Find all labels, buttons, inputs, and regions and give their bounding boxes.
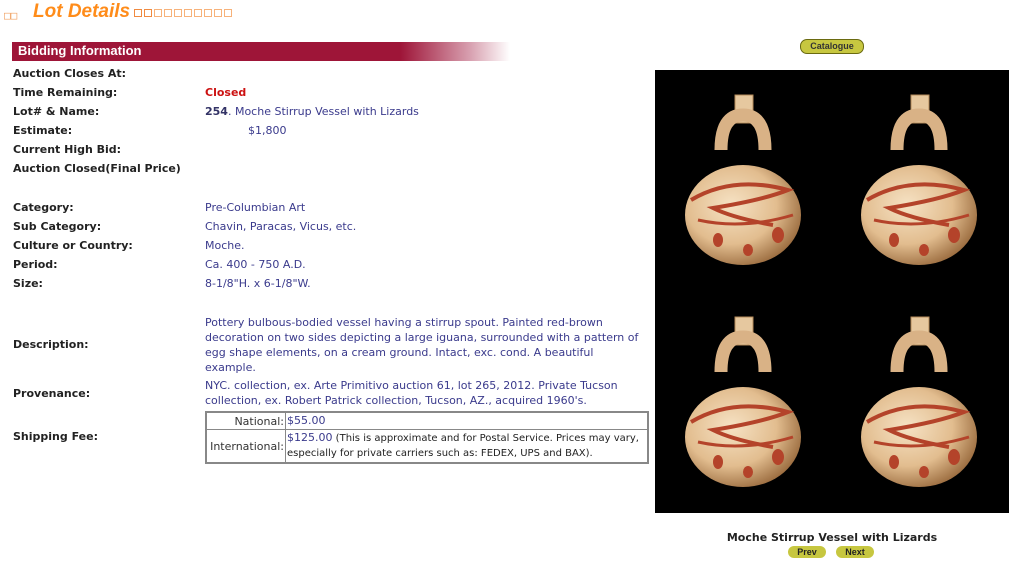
category-label: Category: <box>13 201 74 214</box>
shipping-table <box>205 411 649 464</box>
culture-label: Culture or Country: <box>13 239 133 252</box>
provenance-label: Provenance: <box>13 387 91 400</box>
time-remaining-label: Time Remaining: <box>13 86 118 99</box>
international-value: $125.00 <box>287 431 333 444</box>
international-cell <box>286 430 649 464</box>
current-high-bid-label: Current High Bid: <box>13 143 122 156</box>
lot-name: . Moche Stirrup Vessel with Lizards <box>227 105 419 118</box>
description-label: Description: <box>13 338 89 351</box>
size-label: Size: <box>13 277 43 290</box>
lot-photo[interactable] <box>655 70 1009 513</box>
size-value: 8-1/8"H. x 6-1/8"W. <box>205 277 311 290</box>
header-marks: □□ <box>4 9 18 22</box>
catalogue-button[interactable]: Catalogue <box>800 39 864 54</box>
national-value: $55.00 <box>286 412 649 430</box>
subcategory-label: Sub Category: <box>13 220 102 233</box>
subcategory-value: Chavin, Paracas, Vicus, etc. <box>205 220 357 233</box>
page-title: Lot Details <box>33 1 131 22</box>
header-decoration <box>134 9 232 17</box>
category-value: Pre-Columbian Art <box>205 201 306 214</box>
shipping-row-international <box>206 430 648 464</box>
estimate-label: Estimate: <box>13 124 73 137</box>
shipping-label: Shipping Fee: <box>13 430 98 443</box>
description-value: Pottery bulbous-bodied vessel having a stirrup spout. Painted red-brown decoration on two sides depicting a large iguana, surrounded with a pattern of egg shape elements, on a cream ground. Intact, exc. cond. A beautiful example. <box>205 316 639 374</box>
lot-label: Lot# & Name: <box>13 105 100 118</box>
prev-button[interactable]: Prev <box>788 546 826 558</box>
provenance-value: NYC. collection, ex. Arte Primitivo auction 61, lot 265, 2012. Private Tucson collection, ex. Robert Patrick collection, Tucson, AZ., acquired 1960's. <box>205 379 618 407</box>
international-note: (This is approximate and for Postal Service. Prices may vary, especially for private carriers such as: FEDEX, UPS and BAX). <box>287 433 639 459</box>
bidding-info-title: Bidding Information <box>18 43 142 58</box>
estimate-value: $1,800 <box>248 124 287 137</box>
national-label: National: <box>206 412 286 430</box>
time-remaining-value: Closed <box>205 86 247 99</box>
international-label: International: <box>206 430 286 464</box>
photo-caption: Moche Stirrup Vessel with Lizards <box>726 531 938 544</box>
final-price-label: Auction Closed(Final Price) <box>13 162 181 175</box>
shipping-row-national <box>206 412 648 430</box>
culture-value: Moche. <box>205 239 245 252</box>
period-label: Period: <box>13 258 58 271</box>
bidding-info-bar <box>12 42 510 61</box>
vessel-photo-image <box>655 70 1009 513</box>
lot-number: 254 <box>205 105 228 118</box>
period-value: Ca. 400 - 750 A.D. <box>205 258 306 271</box>
next-button[interactable]: Next <box>836 546 874 558</box>
lot-value <box>205 105 419 118</box>
auction-closes-label: Auction Closes At: <box>13 67 127 80</box>
